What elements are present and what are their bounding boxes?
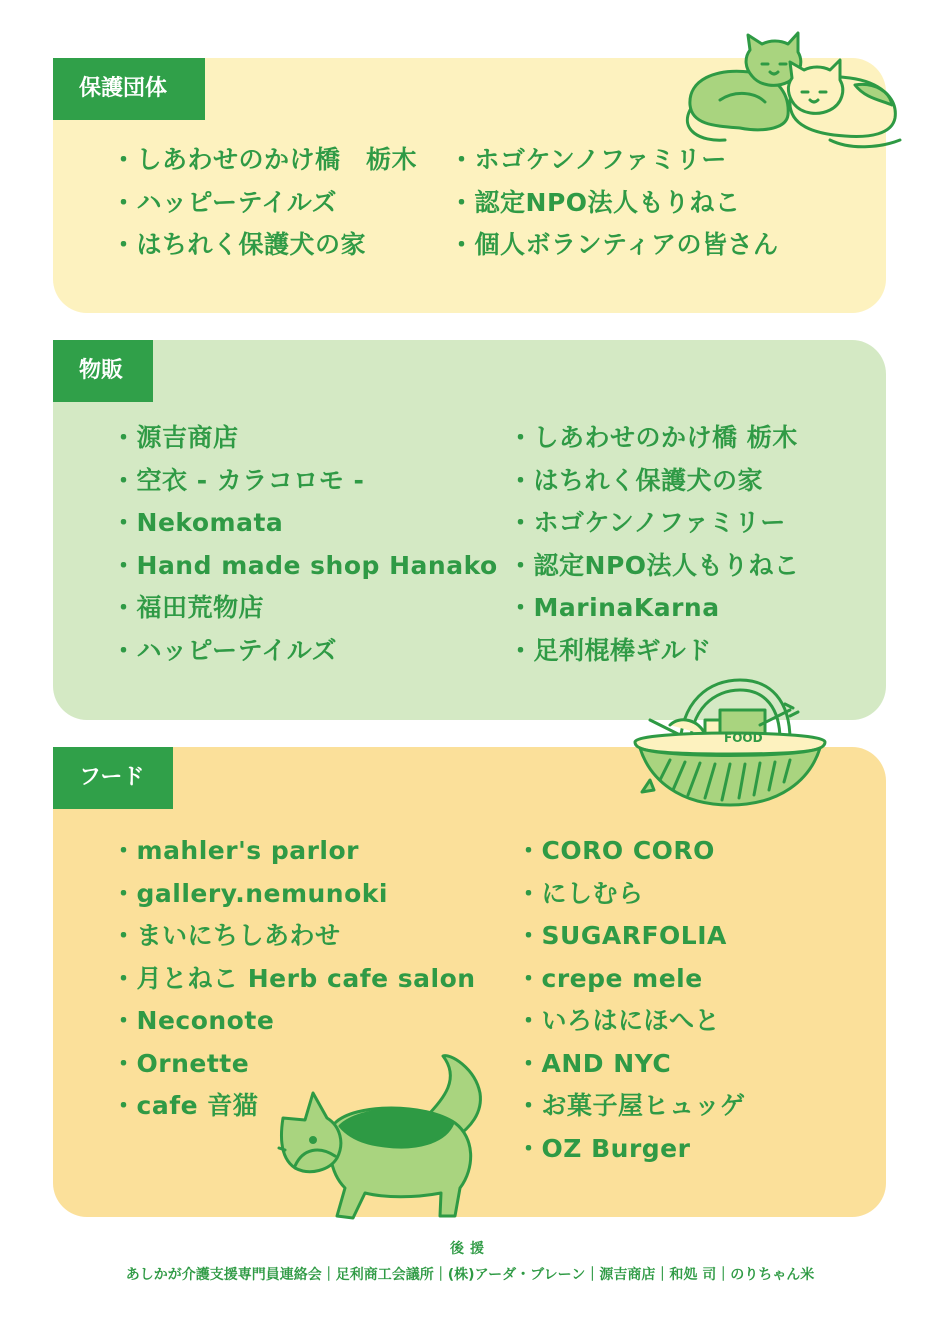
- list-item: ・ Nekomata: [111, 502, 498, 545]
- list-item: ・ お菓子屋ヒュッゲ: [516, 1085, 746, 1128]
- list-item: ・ 認定NPO法人もりねこ: [508, 545, 800, 588]
- list-item: ・ しあわせのかけ橋 栃木: [111, 139, 417, 182]
- protect-list-right: [449, 139, 779, 267]
- list-item: ・ Hand made shop Hanako: [111, 545, 498, 588]
- list-item: ・ ホゴケンノファミリー: [449, 139, 779, 182]
- list-item: ・ はちれく保護犬の家: [111, 224, 417, 267]
- list-item: ・ 空衣 - カラコロモ -: [111, 460, 498, 503]
- basket-label: FOOD: [724, 731, 763, 745]
- cats-illustration: [680, 30, 905, 155]
- list-item: ・ OZ Burger: [516, 1128, 746, 1171]
- list-item: ・ ホゴケンノファミリー: [508, 502, 800, 545]
- goods-list-left: [111, 417, 498, 672]
- list-item: ・ ハッピーテイルズ: [111, 630, 498, 673]
- list-item: ・ 月とねこ Herb cafe salon: [111, 958, 476, 1001]
- list-item: ・ cafe 音猫: [111, 1085, 476, 1128]
- list-item: ・ Neconote: [111, 1000, 476, 1043]
- list-item: ・ はちれく保護犬の家: [508, 460, 800, 503]
- list-item: ・ MarinaKarna: [508, 587, 800, 630]
- list-item: ・ AND NYC: [516, 1043, 746, 1086]
- list-item: ・ Ornette: [111, 1043, 476, 1086]
- list-item: ・ いろはにほへと: [516, 1000, 746, 1043]
- sponsor-list: あしかが介護支援専門員連絡会｜足利商工会議所｜(株)アーダ・ブレーン｜源吉商店｜和処 司｜のりちゃん米: [125, 1267, 815, 1283]
- section-goods: [53, 340, 886, 720]
- section-title: フード: [53, 747, 173, 809]
- goods-list-right: [508, 417, 800, 672]
- food-list-right: [516, 830, 746, 1170]
- list-item: ・ crepe mele: [516, 958, 746, 1001]
- protect-list-left: [111, 139, 417, 267]
- list-item: ・ mahler's parlor: [111, 830, 476, 873]
- list-item: ・ gallery.nemunoki: [111, 873, 476, 916]
- list-item: ・ 足利棍棒ギルド: [508, 630, 800, 673]
- sponsor-heading: 後援: [450, 1241, 490, 1257]
- list-item: ・ 源吉商店: [111, 417, 498, 460]
- list-item: ・ にしむら: [516, 873, 746, 916]
- list-item: ・ 福田荒物店: [111, 587, 498, 630]
- list-item: ・ ハッピーテイルズ: [111, 182, 417, 225]
- list-item: ・ 個人ボランティアの皆さん: [449, 224, 779, 267]
- list-item: ・ まいにちしあわせ: [111, 915, 476, 958]
- section-title: 物販: [53, 340, 153, 402]
- list-item: ・ SUGARFOLIA: [516, 915, 746, 958]
- dog-illustration: [275, 1048, 500, 1223]
- list-item: ・ しあわせのかけ橋 栃木: [508, 417, 800, 460]
- section-title: 保護団体: [53, 58, 205, 120]
- food-basket-illustration: [610, 680, 835, 810]
- list-item: ・ CORO CORO: [516, 830, 746, 873]
- list-item: ・ 認定NPO法人もりねこ: [449, 182, 779, 225]
